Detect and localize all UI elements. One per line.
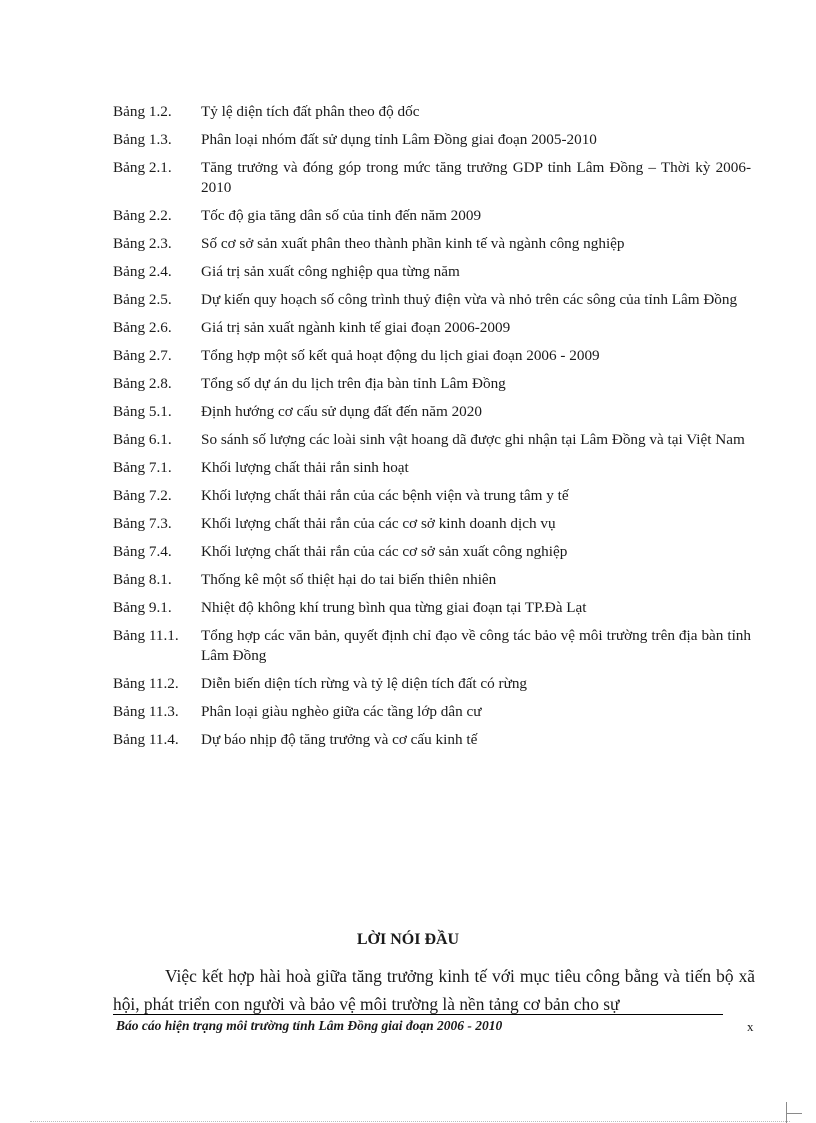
- table-list-item: [113, 206, 751, 226]
- crop-mark-horizontal: [786, 1113, 802, 1114]
- table-list-item: [113, 290, 751, 310]
- table-number: Bảng 2.1.: [113, 159, 172, 176]
- table-list-item: [113, 570, 751, 590]
- table-title: Diễn biến diện tích rừng và tỷ lệ diện tích đất có rừng: [201, 675, 528, 692]
- table-list-item: [113, 318, 751, 338]
- table-list-item: [113, 402, 751, 422]
- table-title: Dự kiến quy hoạch số công trình thuỷ điện vừa và nhỏ trên các sông của tỉnh Lâm Đồng: [201, 291, 738, 308]
- preface-paragraph: Việc kết hợp hài hoà giữa tăng trưởng kinh tế với mục tiêu công bằng và tiến bộ xã hội, phát triển con người và bảo vệ môi trường là nền tảng cơ bản cho sự: [113, 966, 755, 1014]
- table-number: Bảng 2.7.: [113, 347, 172, 364]
- table-title: Phân loại giàu nghèo giữa các tầng lớp dân cư: [201, 703, 482, 720]
- table-number: Bảng 2.4.: [113, 263, 172, 280]
- table-number: Bảng 2.6.: [113, 319, 172, 336]
- page-number: x: [747, 1019, 754, 1034]
- table-number: Bảng 2.8.: [113, 375, 172, 392]
- table-number: Bảng 7.3.: [113, 515, 172, 532]
- table-title: Tổng hợp các văn bản, quyết định chỉ đạo về công tác bảo vệ môi trường trên địa bàn tỉnh Lâm Đồng: [201, 627, 751, 664]
- table-title: Khối lượng chất thải rắn của các cơ sở sản xuất công nghiệp: [201, 543, 568, 560]
- table-title: Giá trị sản xuất ngành kinh tế giai đoạn 2006-2009: [201, 319, 511, 336]
- table-list-item: [113, 626, 751, 666]
- table-title: Giá trị sản xuất công nghiệp qua từng năm: [201, 263, 460, 280]
- table-list-item: [113, 262, 751, 282]
- table-number: Bảng 11.2.: [113, 675, 179, 692]
- footer-rule: [113, 1014, 723, 1015]
- table-number: Bảng 1.3.: [113, 131, 172, 148]
- table-title: Tăng trưởng và đóng góp trong mức tăng trưởng GDP tỉnh Lâm Đồng – Thời kỳ 2006-2010: [201, 159, 751, 196]
- table-number: Bảng 7.1.: [113, 459, 172, 476]
- table-number: Bảng 8.1.: [113, 571, 172, 588]
- table-title: Nhiệt độ không khí trung bình qua từng giai đoạn tại TP.Đà Lạt: [201, 599, 587, 616]
- page-edge-dotted-line: [30, 1121, 790, 1122]
- table-title: Tỷ lệ diện tích đất phân theo độ dốc: [201, 103, 420, 120]
- table-number: Bảng 2.3.: [113, 235, 172, 252]
- table-title: Định hướng cơ cấu sử dụng đất đến năm 2020: [201, 403, 482, 420]
- table-number: Bảng 11.1.: [113, 627, 179, 644]
- table-list-item: [113, 234, 751, 254]
- table-list-item: [113, 598, 751, 618]
- table-list-item: [113, 730, 751, 750]
- table-title: Số cơ sở sản xuất phân theo thành phần kinh tế và ngành công nghiệp: [201, 235, 625, 252]
- table-title: Phân loại nhóm đất sử dụng tỉnh Lâm Đồng giai đoạn 2005-2010: [201, 131, 597, 148]
- table-number: Bảng 11.4.: [113, 731, 179, 748]
- table-number: Bảng 2.2.: [113, 207, 172, 224]
- table-list-item: [113, 702, 751, 722]
- table-list-item: [113, 102, 751, 122]
- table-title: Dự báo nhịp độ tăng trưởng và cơ cấu kinh tế: [201, 731, 478, 748]
- table-title: Khối lượng chất thải rắn của các bệnh viện và trung tâm y tế: [201, 487, 569, 504]
- table-title: Thống kê một số thiệt hại do tai biến thiên nhiên: [201, 571, 497, 588]
- table-number: Bảng 9.1.: [113, 599, 172, 616]
- table-title: Khối lượng chất thải rắn sinh hoạt: [201, 459, 409, 476]
- table-list-item: [113, 346, 751, 366]
- preface-heading: LỜI NÓI ĐẦU: [356, 931, 460, 948]
- table-list-item: [113, 430, 751, 450]
- table-list-item: [113, 514, 751, 534]
- table-list-item: [113, 486, 751, 506]
- table-number: Bảng 6.1.: [113, 431, 172, 448]
- table-title: Tổng số dự án du lịch trên địa bàn tỉnh Lâm Đồng: [201, 375, 506, 392]
- table-number: Bảng 2.5.: [113, 291, 172, 308]
- table-number: Bảng 7.2.: [113, 487, 172, 504]
- table-list-item: [113, 130, 751, 150]
- table-number: Bảng 5.1.: [113, 403, 172, 420]
- table-list: [113, 102, 751, 758]
- table-number: Bảng 7.4.: [113, 543, 172, 560]
- footer-text: Báo cáo hiện trạng môi trường tỉnh Lâm Đồng giai đoạn 2006 - 2010: [116, 1018, 503, 1033]
- table-number: Bảng 1.2.: [113, 103, 172, 120]
- table-list-item: [113, 158, 751, 198]
- table-title: Khối lượng chất thải rắn của các cơ sở kinh doanh dịch vụ: [201, 515, 556, 532]
- table-list-item: [113, 374, 751, 394]
- table-list-item: [113, 542, 751, 562]
- table-number: Bảng 11.3.: [113, 703, 179, 720]
- table-list-item: [113, 458, 751, 478]
- table-title: Tổng hợp một số kết quả hoạt động du lịch giai đoạn 2006 - 2009: [201, 347, 600, 364]
- table-title: Tốc độ gia tăng dân số của tỉnh đến năm 2009: [201, 207, 482, 224]
- table-list-item: [113, 674, 751, 694]
- table-title: So sánh số lượng các loài sinh vật hoang dã được ghi nhận tại Lâm Đồng và tại Việt Nam: [201, 431, 745, 448]
